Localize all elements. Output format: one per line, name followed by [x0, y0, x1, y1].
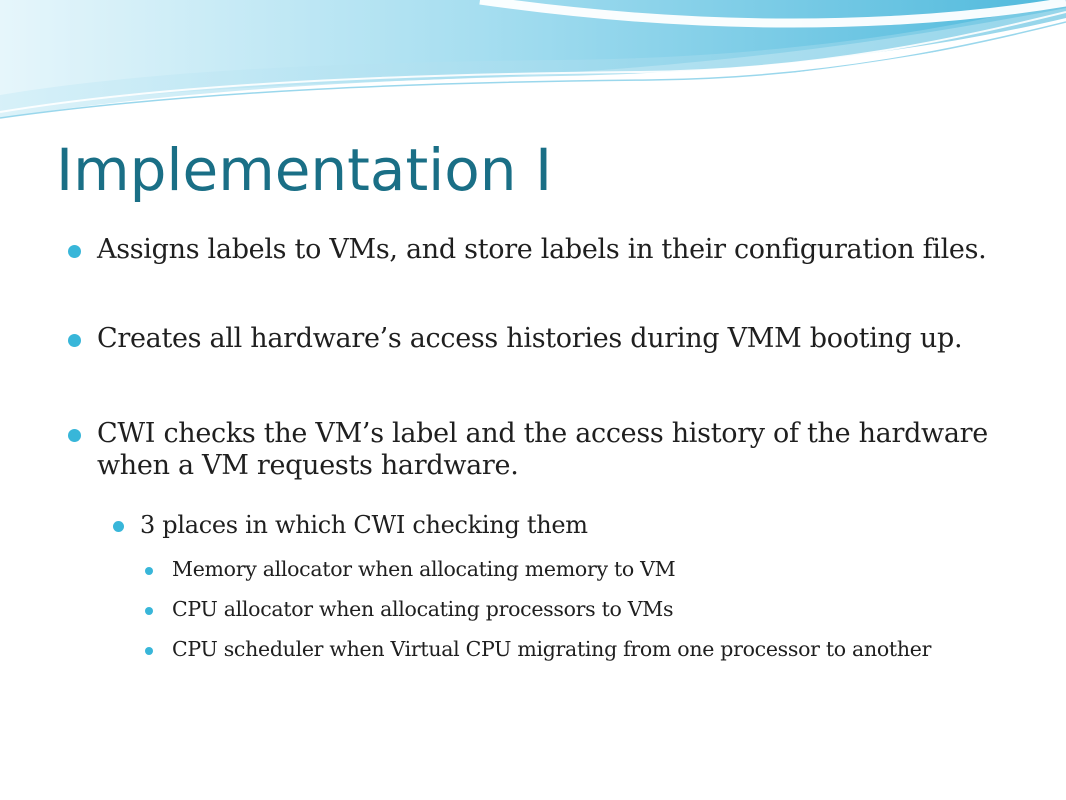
sub-bullet-text: 3 places in which CWI checking them: [140, 511, 588, 539]
bullet-text: Assigns labels to VMs, and store labels in their configuration files.: [97, 234, 987, 265]
bullet-text: CWI checks the VM’s label and the access history of the hardware when a VM requests hardware.: [97, 418, 988, 482]
bullet-dot-icon: [68, 245, 81, 258]
bullet-dot-icon: [145, 647, 153, 655]
sub-sub-bullet-text: CPU allocator when allocating processors to VMs: [172, 597, 674, 621]
sub-sub-bullet-text: CPU scheduler when Virtual CPU migrating from one processor to another: [172, 637, 932, 661]
sub-sub-bullet-item: [172, 597, 972, 622]
sub-bullet-item: [140, 511, 980, 540]
sub-sub-bullet-item: [172, 637, 972, 662]
bullet-dot-icon: [68, 334, 81, 347]
bullet-dot-icon: [145, 567, 153, 575]
sub-sub-bullet-text: Memory allocator when allocating memory to VM: [172, 557, 676, 581]
bullet-text: Creates all hardware’s access histories during VMM booting up.: [97, 323, 963, 354]
bullet-dot-icon: [113, 521, 124, 532]
bullet-item: [97, 418, 997, 483]
sub-sub-bullet-item: [172, 557, 972, 582]
bullet-item: [97, 323, 997, 355]
slide-title: Implementation I: [56, 136, 553, 204]
bullet-dot-icon: [145, 607, 153, 615]
bullet-dot-icon: [68, 429, 81, 442]
bullet-item: [97, 234, 997, 266]
